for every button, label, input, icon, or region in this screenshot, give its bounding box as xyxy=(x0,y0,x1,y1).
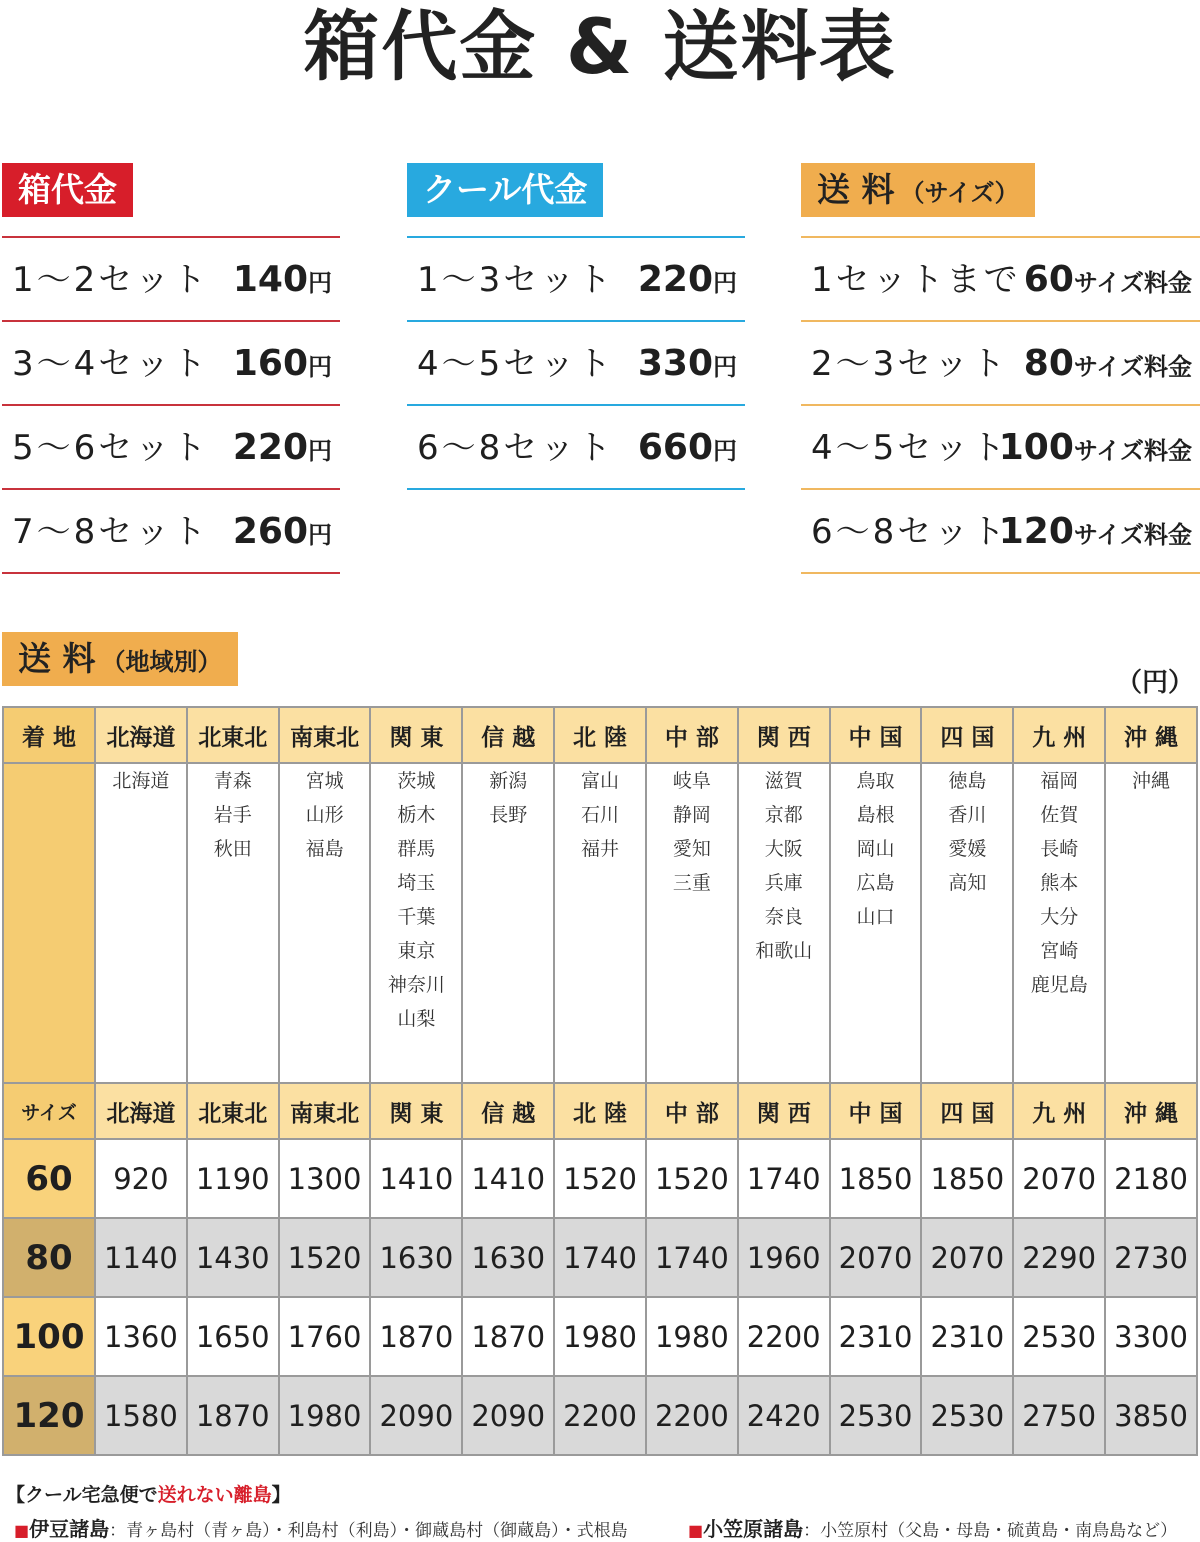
rate-value: 2200 xyxy=(646,1376,738,1455)
prefecture-name: 山梨 xyxy=(397,1008,436,1030)
prefecture-list xyxy=(95,763,187,1083)
rate-value: 1140 xyxy=(95,1218,187,1297)
prefecture-name: 山形 xyxy=(305,804,344,826)
prefecture-name: 福井 xyxy=(581,838,620,860)
rate-value: 1740 xyxy=(646,1218,738,1297)
rate-value: 1760 xyxy=(279,1297,371,1376)
prefecture-name: 鳥取 xyxy=(856,770,895,792)
rate-value: 2750 xyxy=(1013,1376,1105,1455)
rate-value: 1870 xyxy=(462,1297,554,1376)
rate-value: 1850 xyxy=(830,1139,922,1218)
prefecture-name: 埼玉 xyxy=(397,872,436,894)
prefecture-name: 宮崎 xyxy=(1040,940,1079,962)
prefecture-list xyxy=(921,763,1013,1083)
rate-row xyxy=(3,1376,1197,1455)
prefecture-name: 青森 xyxy=(213,770,252,792)
prefecture-name: 奈良 xyxy=(764,906,803,928)
rate-value: 1410 xyxy=(462,1139,554,1218)
rate-value: 2730 xyxy=(1105,1218,1197,1297)
region-header: 信 越 xyxy=(462,707,554,763)
region-header: 九 州 xyxy=(1013,1083,1105,1139)
rate-value: 920 xyxy=(95,1139,187,1218)
prefecture-list xyxy=(830,763,922,1083)
rate-value: 3300 xyxy=(1105,1297,1197,1376)
rate-value: 3850 xyxy=(1105,1376,1197,1455)
prefecture-name: 沖縄 xyxy=(1132,770,1171,792)
rate-value: 1980 xyxy=(554,1297,646,1376)
page-title: 箱代金 & 送料表 xyxy=(303,2,897,91)
prefecture-name: 三重 xyxy=(672,872,711,894)
shipping-size-panel xyxy=(801,163,1192,552)
prefecture-name: 和歌山 xyxy=(755,940,813,962)
prefecture-name: 大分 xyxy=(1040,906,1079,928)
cool-price-row: 4～5セット 330円 xyxy=(407,322,745,406)
rate-value: 1360 xyxy=(95,1297,187,1376)
rate-value: 1740 xyxy=(554,1218,646,1297)
box-price-row: 1～2セット 140円 xyxy=(2,238,340,322)
prefecture-name: 岩手 xyxy=(213,804,252,826)
prefecture-list xyxy=(738,763,830,1083)
prefecture-name: 千葉 xyxy=(397,906,436,928)
rate-value: 1650 xyxy=(187,1297,279,1376)
cool-price-row: 6～8セット 660円 xyxy=(407,406,745,490)
rate-row xyxy=(3,1139,1197,1218)
region-header: 北 陸 xyxy=(554,1083,646,1139)
shipping-size-row: 6～8セット 120サイズ料金 xyxy=(801,490,1200,574)
rate-value: 1300 xyxy=(279,1139,371,1218)
shipping-size-list xyxy=(801,236,1200,574)
box-price-row: 5～6セット 220円 xyxy=(2,406,340,490)
region-header-row xyxy=(3,707,1197,763)
prefecture-name: 鹿児島 xyxy=(1030,974,1088,996)
prefecture-name: 栃木 xyxy=(397,804,436,826)
prefecture-name: 島根 xyxy=(856,804,895,826)
rate-value: 2070 xyxy=(921,1218,1013,1297)
prefecture-name: 高知 xyxy=(948,872,987,894)
region-header: 中 国 xyxy=(830,707,922,763)
prefecture-name: 佐賀 xyxy=(1040,804,1079,826)
region-header: 信 越 xyxy=(462,1083,554,1139)
rate-value: 1740 xyxy=(738,1139,830,1218)
rate-value: 2420 xyxy=(738,1376,830,1455)
region-header: 四 国 xyxy=(921,1083,1013,1139)
rate-value: 1190 xyxy=(187,1139,279,1218)
size-label: 60 xyxy=(3,1139,95,1218)
destination-header: 着 地 xyxy=(3,707,95,763)
prefecture-list xyxy=(279,763,371,1083)
prefecture-row xyxy=(3,763,1197,1083)
prefecture-name: 兵庫 xyxy=(764,872,803,894)
rate-value: 2530 xyxy=(830,1376,922,1455)
prefecture-name: 石川 xyxy=(581,804,620,826)
rate-value: 1980 xyxy=(646,1297,738,1376)
rate-value: 1870 xyxy=(370,1297,462,1376)
size-label: 100 xyxy=(3,1297,95,1376)
rate-value: 2530 xyxy=(1013,1297,1105,1376)
prefecture-list xyxy=(462,763,554,1083)
island-list-item: ■伊豆諸島：青ヶ島村（青ヶ島）・利島村（利島）・御蔵島村（御蔵島）・式根島 xyxy=(14,1517,628,1541)
size-label: 80 xyxy=(3,1218,95,1297)
rate-value: 1520 xyxy=(646,1139,738,1218)
prefecture-name: 茨城 xyxy=(397,770,436,792)
rate-row xyxy=(3,1218,1197,1297)
region-header: 中 部 xyxy=(646,1083,738,1139)
prefecture-name: 愛媛 xyxy=(948,838,987,860)
rate-value: 1630 xyxy=(462,1218,554,1297)
prefecture-name: 長野 xyxy=(489,804,528,826)
region-header: 関 東 xyxy=(370,1083,462,1139)
prefecture-name: 北海道 xyxy=(112,770,170,792)
region-header: 北海道 xyxy=(95,1083,187,1139)
rate-value: 2310 xyxy=(830,1297,922,1376)
prefecture-list xyxy=(1105,763,1197,1083)
rate-value: 2200 xyxy=(554,1376,646,1455)
region-header: 中 国 xyxy=(830,1083,922,1139)
rate-value: 2070 xyxy=(1013,1139,1105,1218)
destination-header-spacer xyxy=(3,763,95,1083)
rate-value: 2090 xyxy=(462,1376,554,1455)
rate-row xyxy=(3,1297,1197,1376)
prefecture-name: 京都 xyxy=(764,804,803,826)
shipping-size-row: 2～3セット 80サイズ料金 xyxy=(801,322,1200,406)
box-price-badge: 箱代金 xyxy=(2,163,133,217)
rate-value: 1520 xyxy=(554,1139,646,1218)
prefecture-name: 福島 xyxy=(305,838,344,860)
cool-delivery-note: 【クール宅急便で送れない離島】 xyxy=(6,1484,291,1506)
region-header: 北海道 xyxy=(95,707,187,763)
island-list-item: ■小笠原諸島：小笠原村（父島・母島・硫黄島・南鳥島など） xyxy=(688,1517,1178,1541)
shipping-rate-table xyxy=(2,706,1198,1456)
region-header: 四 国 xyxy=(921,707,1013,763)
prefecture-name: 熊本 xyxy=(1040,872,1079,894)
prefecture-name: 群馬 xyxy=(397,838,436,860)
rate-value: 1410 xyxy=(370,1139,462,1218)
prefecture-name: 神奈川 xyxy=(387,974,445,996)
region-header: 沖 縄 xyxy=(1105,707,1197,763)
prefecture-name: 滋賀 xyxy=(764,770,803,792)
box-price-row: 3～4セット 160円 xyxy=(2,322,340,406)
prefecture-name: 広島 xyxy=(856,872,895,894)
prefecture-name: 福岡 xyxy=(1040,770,1079,792)
region-header: 九 州 xyxy=(1013,707,1105,763)
shipping-size-row: 1セットまで 60サイズ料金 xyxy=(801,238,1200,322)
box-price-row: 7～8セット 260円 xyxy=(2,490,340,574)
region-header: 関 東 xyxy=(370,707,462,763)
region-header: 中 部 xyxy=(646,707,738,763)
cool-price-badge: クール代金 xyxy=(407,163,603,217)
rate-value: 2200 xyxy=(738,1297,830,1376)
size-header: サイズ xyxy=(3,1083,95,1139)
region-header: 関 西 xyxy=(738,1083,830,1139)
prefecture-list xyxy=(370,763,462,1083)
region-header: 南東北 xyxy=(279,1083,371,1139)
prefecture-name: 香川 xyxy=(948,804,987,826)
shipping-region-badge: 送 料 （地域別） xyxy=(2,632,238,686)
prefecture-name: 徳島 xyxy=(948,770,987,792)
region-header: 沖 縄 xyxy=(1105,1083,1197,1139)
rate-value: 1630 xyxy=(370,1218,462,1297)
prefecture-name: 岡山 xyxy=(856,838,895,860)
rate-value: 1870 xyxy=(187,1376,279,1455)
rate-value: 2530 xyxy=(921,1376,1013,1455)
region-header: 北東北 xyxy=(187,1083,279,1139)
rate-value: 2310 xyxy=(921,1297,1013,1376)
rate-value: 1430 xyxy=(187,1218,279,1297)
prefecture-name: 大阪 xyxy=(764,838,803,860)
box-price-panel xyxy=(2,163,332,552)
prefecture-name: 長崎 xyxy=(1040,838,1079,860)
shipping-size-row: 4～5セット 100サイズ料金 xyxy=(801,406,1200,490)
prefecture-list xyxy=(554,763,646,1083)
prefecture-name: 岐阜 xyxy=(672,770,711,792)
region-header: 関 西 xyxy=(738,707,830,763)
rate-value: 1980 xyxy=(279,1376,371,1455)
rate-value: 2290 xyxy=(1013,1218,1105,1297)
prefecture-name: 山口 xyxy=(856,906,895,928)
prefecture-list xyxy=(646,763,738,1083)
rate-value: 1960 xyxy=(738,1218,830,1297)
cool-price-panel xyxy=(407,163,737,468)
region-header: 北 陸 xyxy=(554,707,646,763)
rate-value: 1520 xyxy=(279,1218,371,1297)
cool-price-list xyxy=(407,236,745,490)
prefecture-name: 秋田 xyxy=(213,838,252,860)
rate-value: 2180 xyxy=(1105,1139,1197,1218)
region-header: 南東北 xyxy=(279,707,371,763)
prefecture-list xyxy=(187,763,279,1083)
rate-value: 1580 xyxy=(95,1376,187,1455)
rate-value: 1850 xyxy=(921,1139,1013,1218)
box-price-list xyxy=(2,236,340,574)
prefecture-name: 宮城 xyxy=(305,770,344,792)
prefecture-name: 静岡 xyxy=(672,804,711,826)
prefecture-name: 新潟 xyxy=(489,770,528,792)
rate-value: 2070 xyxy=(830,1218,922,1297)
currency-unit-note: （円） xyxy=(1115,668,1194,698)
size-label: 120 xyxy=(3,1376,95,1455)
cool-price-row: 1～3セット 220円 xyxy=(407,238,745,322)
prefecture-name: 富山 xyxy=(581,770,620,792)
rate-value: 2090 xyxy=(370,1376,462,1455)
prefecture-name: 愛知 xyxy=(672,838,711,860)
shipping-size-badge: 送 料 （サイズ） xyxy=(801,163,1035,217)
region-header: 北東北 xyxy=(187,707,279,763)
prefecture-list xyxy=(1013,763,1105,1083)
size-header-row xyxy=(3,1083,1197,1139)
prefecture-name: 東京 xyxy=(397,940,436,962)
